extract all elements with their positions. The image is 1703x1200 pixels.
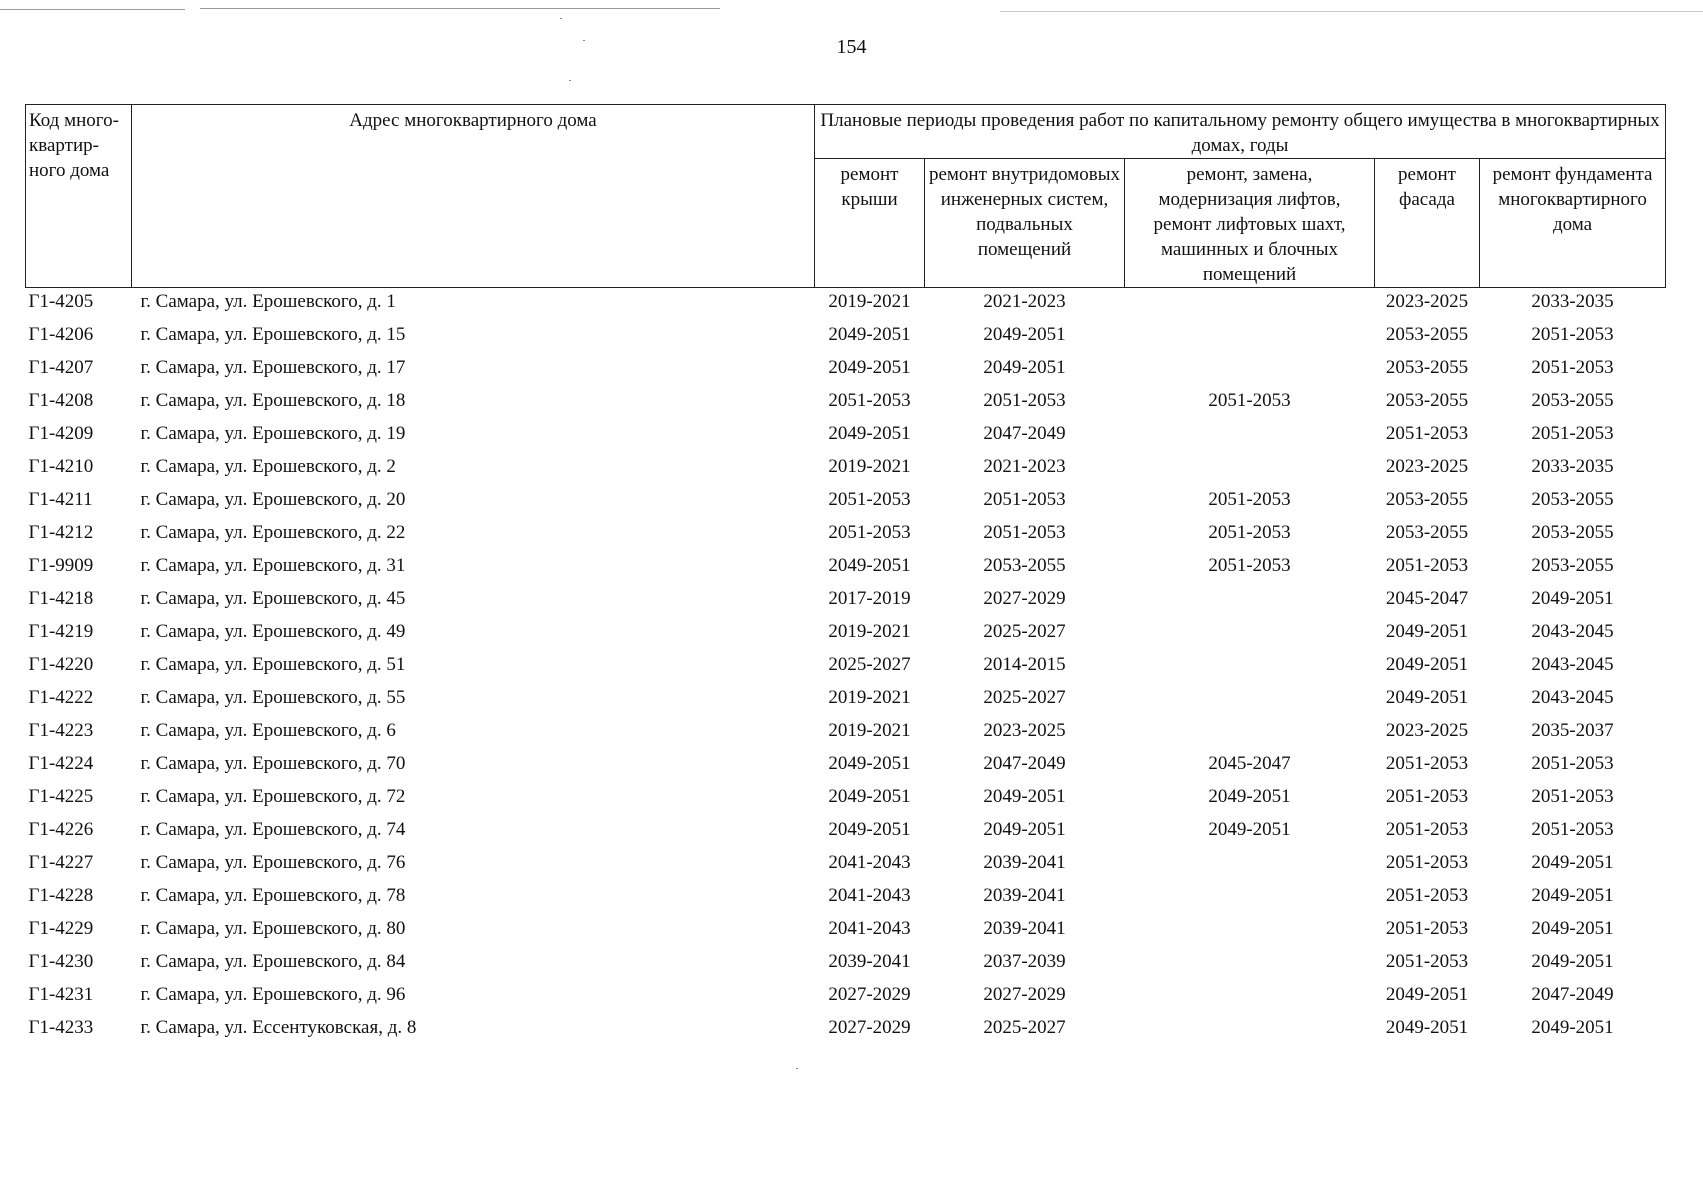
cell-foundation: 2051-2053	[1531, 324, 1614, 345]
cell-address: г. Самара, ул. Ерошевского, д. 17	[140, 357, 406, 378]
cell-code: Г1-4233	[28, 1017, 94, 1038]
cell-elevators: 2051-2053	[1208, 489, 1291, 510]
cell-foundation: 2051-2053	[1531, 819, 1614, 840]
cell-roof: 2017-2019	[828, 588, 911, 609]
table-row	[26, 717, 1666, 750]
cell-roof: 2049-2051	[828, 819, 911, 840]
cell-foundation: 2043-2045	[1531, 687, 1614, 708]
cell-address: г. Самара, ул. Ерошевского, д. 74	[140, 819, 406, 840]
cell-address: г. Самара, ул. Ерошевского, д. 49	[140, 621, 406, 642]
cell-code: Г1-4226	[28, 819, 94, 840]
cell-elevators	[1125, 651, 1375, 684]
cell-elevators	[1125, 948, 1375, 981]
cell-code: Г1-4223	[28, 720, 94, 741]
cell-engineering: 2021-2023	[983, 456, 1066, 477]
cell-code: Г1-4228	[28, 885, 94, 906]
cell-foundation: 2049-2051	[1531, 951, 1614, 972]
table-row	[26, 750, 1666, 783]
table-header	[26, 105, 1666, 288]
cell-address: г. Самара, ул. Ерошевского, д. 70	[140, 753, 406, 774]
cell-elevators	[1125, 684, 1375, 717]
table-row	[26, 684, 1666, 717]
cell-foundation: 2049-2051	[1531, 852, 1614, 873]
cell-address: г. Самара, ул. Ерошевского, д. 19	[140, 423, 406, 444]
cell-foundation: 2053-2055	[1531, 522, 1614, 543]
cell-address: г. Самара, ул. Ерошевского, д. 51	[140, 654, 406, 675]
cell-foundation: 2047-2049	[1531, 984, 1614, 1005]
cell-engineering: 2051-2053	[983, 522, 1066, 543]
cell-facade: 2051-2053	[1385, 423, 1469, 444]
cell-elevators	[1125, 321, 1375, 354]
scan-edge-line	[0, 9, 185, 10]
scan-speck	[560, 18, 562, 19]
cell-foundation: 2051-2053	[1531, 357, 1614, 378]
cell-engineering: 2014-2015	[983, 654, 1066, 675]
cell-address: г. Самара, ул. Ерошевского, д. 6	[140, 720, 396, 741]
cell-roof: 2051-2053	[828, 489, 911, 510]
scan-speck	[796, 1068, 798, 1069]
cell-roof: 2041-2043	[828, 918, 911, 939]
cell-facade: 2053-2055	[1385, 390, 1469, 411]
table-row	[26, 486, 1666, 519]
cell-foundation: 2053-2055	[1531, 555, 1614, 576]
table-row	[26, 981, 1666, 1014]
table-row	[26, 420, 1666, 453]
cell-facade: 2051-2053	[1385, 918, 1469, 939]
table-row	[26, 783, 1666, 816]
cell-roof: 2041-2043	[828, 885, 911, 906]
cell-facade: 2049-2051	[1385, 1017, 1469, 1038]
cell-foundation: 2053-2055	[1531, 390, 1614, 411]
cell-engineering: 2049-2051	[983, 819, 1066, 840]
cell-code: Г1-4206	[28, 324, 94, 345]
cell-foundation: 2051-2053	[1531, 786, 1614, 807]
cell-facade: 2051-2053	[1385, 753, 1469, 774]
cell-elevators: 2051-2053	[1208, 390, 1291, 411]
header-address: Адрес многоквартирного дома	[132, 105, 815, 288]
cell-roof: 2019-2021	[828, 720, 911, 741]
cell-roof: 2049-2051	[828, 786, 911, 807]
cell-elevators	[1125, 849, 1375, 882]
cell-address: г. Самара, ул. Ерошевского, д. 1	[140, 291, 396, 312]
cell-elevators	[1125, 882, 1375, 915]
header-periods-group: Плановые периоды проведения работ по капитальному ремонту общего имущества в многоквартирных домах, годы	[815, 105, 1666, 159]
cell-elevators: 2049-2051	[1208, 786, 1291, 807]
cell-foundation: 2053-2055	[1531, 489, 1614, 510]
cell-engineering: 2025-2027	[983, 1017, 1066, 1038]
cell-elevators	[1125, 420, 1375, 453]
cell-elevators	[1125, 453, 1375, 486]
cell-facade: 2051-2053	[1385, 885, 1469, 906]
table-row	[26, 354, 1666, 387]
cell-engineering: 2049-2051	[983, 786, 1066, 807]
cell-roof: 2027-2029	[828, 1017, 911, 1038]
cell-roof: 2051-2053	[828, 522, 911, 543]
cell-roof: 2019-2021	[828, 456, 911, 477]
cell-code: Г1-4218	[28, 588, 94, 609]
cell-engineering: 2051-2053	[983, 390, 1066, 411]
cell-facade: 2053-2055	[1385, 522, 1469, 543]
table-row	[26, 849, 1666, 882]
cell-code: Г1-4209	[28, 423, 94, 444]
cell-code: Г1-4229	[28, 918, 94, 939]
cell-address: г. Самара, ул. Ессентуковская, д. 8	[140, 1017, 417, 1038]
cell-elevators: 2051-2053	[1208, 522, 1291, 543]
table-row	[26, 453, 1666, 486]
cell-code: Г1-4219	[28, 621, 94, 642]
cell-foundation: 2049-2051	[1531, 885, 1614, 906]
cell-engineering: 2039-2041	[983, 852, 1066, 873]
cell-foundation: 2033-2035	[1531, 291, 1614, 312]
cell-code: Г1-4212	[28, 522, 94, 543]
cell-code: Г1-4210	[28, 456, 94, 477]
cell-engineering: 2049-2051	[983, 324, 1066, 345]
scan-edge-line	[200, 8, 720, 9]
cell-engineering: 2021-2023	[983, 291, 1066, 312]
cell-code: Г1-4230	[28, 951, 94, 972]
cell-facade: 2023-2025	[1385, 291, 1469, 312]
cell-elevators: 2051-2053	[1208, 555, 1291, 576]
table-row	[26, 651, 1666, 684]
cell-roof: 2049-2051	[828, 753, 911, 774]
cell-code: Г1-4220	[28, 654, 94, 675]
header-roof: ремонт крыши	[815, 159, 925, 288]
cell-roof: 2039-2041	[828, 951, 911, 972]
table-row	[26, 618, 1666, 651]
table-row	[26, 915, 1666, 948]
scan-speck	[569, 80, 571, 81]
cell-engineering: 2027-2029	[983, 984, 1066, 1005]
cell-engineering: 2039-2041	[983, 885, 1066, 906]
cell-facade: 2051-2053	[1385, 786, 1469, 807]
cell-address: г. Самара, ул. Ерошевского, д. 80	[140, 918, 406, 939]
cell-foundation: 2035-2037	[1531, 720, 1614, 741]
cell-code: Г1-4224	[28, 753, 94, 774]
cell-elevators	[1125, 1014, 1375, 1047]
cell-roof: 2049-2051	[828, 324, 911, 345]
table-body	[26, 288, 1666, 1048]
cell-elevators	[1125, 618, 1375, 651]
cell-code: Г1-4211	[28, 489, 93, 510]
header-code: Код много-квартир-ного дома	[26, 105, 132, 288]
cell-address: г. Самара, ул. Ерошевского, д. 2	[140, 456, 396, 477]
cell-roof: 2025-2027	[828, 654, 911, 675]
cell-elevators	[1125, 585, 1375, 618]
cell-address: г. Самара, ул. Ерошевского, д. 15	[140, 324, 406, 345]
cell-facade: 2023-2025	[1385, 456, 1469, 477]
page-number: 154	[836, 36, 867, 58]
table-row	[26, 882, 1666, 915]
table-row	[26, 288, 1666, 322]
cell-code: Г1-9909	[28, 555, 94, 576]
cell-foundation: 2049-2051	[1531, 588, 1614, 609]
cell-engineering: 2051-2053	[983, 489, 1066, 510]
header-facade: ремонт фасада	[1375, 159, 1480, 288]
cell-address: г. Самара, ул. Ерошевского, д. 76	[140, 852, 406, 873]
cell-elevators	[1125, 288, 1375, 322]
header-elevators: ремонт, замена, модернизация лифтов, ремонт лифтовых шахт, машинных и блочных помещений	[1125, 159, 1375, 288]
cell-engineering: 2027-2029	[983, 588, 1066, 609]
cell-engineering: 2053-2055	[983, 555, 1066, 576]
cell-engineering: 2025-2027	[983, 687, 1066, 708]
cell-address: г. Самара, ул. Ерошевского, д. 78	[140, 885, 406, 906]
cell-facade: 2053-2055	[1385, 324, 1469, 345]
cell-roof: 2027-2029	[828, 984, 911, 1005]
table-row	[26, 552, 1666, 585]
cell-engineering: 2025-2027	[983, 621, 1066, 642]
cell-code: Г1-4222	[28, 687, 94, 708]
cell-facade: 2051-2053	[1385, 951, 1469, 972]
cell-facade: 2049-2051	[1385, 621, 1469, 642]
cell-roof: 2019-2021	[828, 687, 911, 708]
cell-address: г. Самара, ул. Ерошевского, д. 20	[140, 489, 406, 510]
cell-code: Г1-4225	[28, 786, 94, 807]
table-row	[26, 816, 1666, 849]
cell-roof: 2049-2051	[828, 555, 911, 576]
cell-engineering: 2047-2049	[983, 423, 1066, 444]
table-row	[26, 387, 1666, 420]
cell-foundation: 2051-2053	[1531, 423, 1614, 444]
cell-roof: 2019-2021	[828, 291, 911, 312]
cell-address: г. Самара, ул. Ерошевского, д. 18	[140, 390, 406, 411]
cell-code: Г1-4207	[28, 357, 94, 378]
cell-address: г. Самара, ул. Ерошевского, д. 72	[140, 786, 406, 807]
cell-facade: 2053-2055	[1385, 357, 1469, 378]
cell-elevators	[1125, 915, 1375, 948]
cell-address: г. Самара, ул. Ерошевского, д. 22	[140, 522, 406, 543]
cell-address: г. Самара, ул. Ерошевского, д. 96	[140, 984, 406, 1005]
cell-roof: 2049-2051	[828, 357, 911, 378]
table-row	[26, 585, 1666, 618]
cell-engineering: 2039-2041	[983, 918, 1066, 939]
cell-facade: 2049-2051	[1385, 654, 1469, 675]
cell-engineering: 2047-2049	[983, 753, 1066, 774]
table-row	[26, 519, 1666, 552]
cell-facade: 2045-2047	[1385, 588, 1469, 609]
cell-roof: 2041-2043	[828, 852, 911, 873]
cell-code: Г1-4227	[28, 852, 94, 873]
table-row	[26, 948, 1666, 981]
cell-elevators: 2049-2051	[1208, 819, 1291, 840]
cell-foundation: 2051-2053	[1531, 753, 1614, 774]
cell-facade: 2023-2025	[1385, 720, 1469, 741]
cell-roof: 2019-2021	[828, 621, 911, 642]
cell-facade: 2049-2051	[1385, 687, 1469, 708]
cell-elevators	[1125, 717, 1375, 750]
header-foundation: ремонт фундамента многоквартирного дома	[1480, 159, 1666, 288]
cell-address: г. Самара, ул. Ерошевского, д. 31	[140, 555, 406, 576]
scan-edge-line	[1000, 11, 1703, 12]
cell-facade: 2051-2053	[1385, 819, 1469, 840]
cell-elevators	[1125, 354, 1375, 387]
cell-foundation: 2049-2051	[1531, 1017, 1614, 1038]
cell-foundation: 2043-2045	[1531, 654, 1614, 675]
capital-repair-schedule-table	[25, 104, 1666, 1047]
cell-foundation: 2043-2045	[1531, 621, 1614, 642]
cell-roof: 2051-2053	[828, 390, 911, 411]
table-row	[26, 1014, 1666, 1047]
cell-address: г. Самара, ул. Ерошевского, д. 55	[140, 687, 406, 708]
cell-engineering: 2037-2039	[983, 951, 1066, 972]
cell-foundation: 2033-2035	[1531, 456, 1614, 477]
header-engineering: ремонт внутридомовых инженерных систем, подвальных помещений	[925, 159, 1125, 288]
cell-engineering: 2049-2051	[983, 357, 1066, 378]
cell-elevators: 2045-2047	[1208, 753, 1291, 774]
cell-facade: 2053-2055	[1385, 489, 1469, 510]
cell-code: Г1-4231	[28, 984, 94, 1005]
cell-facade: 2051-2053	[1385, 852, 1469, 873]
cell-code: Г1-4205	[28, 291, 94, 312]
cell-roof: 2049-2051	[828, 423, 911, 444]
table-row	[26, 321, 1666, 354]
cell-foundation: 2049-2051	[1531, 918, 1614, 939]
cell-facade: 2049-2051	[1385, 984, 1469, 1005]
cell-address: г. Самара, ул. Ерошевского, д. 45	[140, 588, 406, 609]
cell-elevators	[1125, 981, 1375, 1014]
cell-address: г. Самара, ул. Ерошевского, д. 84	[140, 951, 406, 972]
cell-code: Г1-4208	[28, 390, 94, 411]
cell-facade: 2051-2053	[1385, 555, 1469, 576]
cell-engineering: 2023-2025	[983, 720, 1066, 741]
